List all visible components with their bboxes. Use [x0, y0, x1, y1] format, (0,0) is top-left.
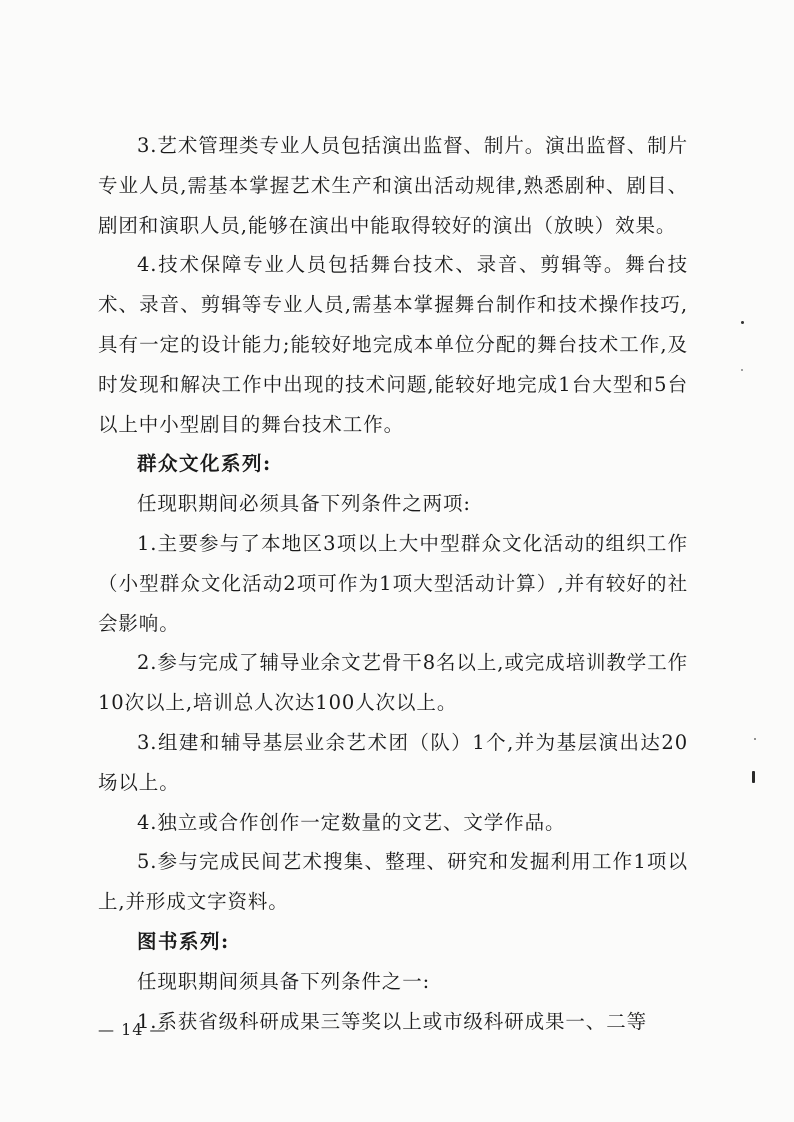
- scan-speck: [754, 738, 756, 740]
- mass-culture-item-2: 2.参与完成了辅导业余文艺骨干8名以上,或完成培训教学工作10次以上,培训总人次达100人次以上。: [98, 651, 688, 715]
- mass-culture-item-1: 1.主要参与了本地区3项以上大中型群众文化活动的组织工作（小型群众文化活动2项可作为1项大型活动计算）,并有较好的社会影响。: [98, 531, 688, 635]
- mass-culture-intro: 任现职期间必须具备下列条件之两项:: [137, 492, 471, 516]
- mass-culture-item-5: 5.参与完成民间艺术搜集、整理、研究和发掘利用工作1项以上,并形成文字资料。: [98, 850, 688, 914]
- mass-culture-item-3: 3.组建和辅导基层业余艺术团（队）1个,并为基层演出达20场以上。: [98, 730, 688, 794]
- scan-speck: [741, 369, 743, 371]
- scan-speck: [741, 321, 744, 324]
- technical-support-paragraph: 4.技术保障专业人员包括舞台技术、录音、剪辑等。舞台技术、录音、剪辑等专业人员,需基本掌握舞台制作和技术操作技巧,具有一定的设计能力;能较好地完成本单位分配的舞台技术工作,及时发现和解决工作中出现的技术问题,能较好地完成1台大型和5台以上中小型剧目的舞台技术工作。: [98, 253, 688, 436]
- body-text: [98, 126, 688, 1041]
- art-management-paragraph: 3.艺术管理类专业人员包括演出监督、制片。演出监督、制片专业人员,需基本掌握艺术生产和演出活动规律,熟悉剧种、剧目、剧团和演职人员,能够在演出中能取得较好的演出（放映）效果。: [98, 134, 688, 237]
- library-heading: 图书系列:: [137, 929, 230, 953]
- library-item-1: 1.系获省级科研成果三等奖以上或市级科研成果一、二等: [137, 1009, 648, 1033]
- library-intro: 任现职期间须具备下列条件之一:: [137, 969, 431, 993]
- mass-culture-item-4: 4.独立或合作创作一定数量的文艺、文学作品。: [137, 810, 566, 834]
- mass-culture-heading: 群众文化系列:: [137, 452, 272, 476]
- scan-speck: [752, 771, 755, 783]
- page-number: — 14 —: [98, 1020, 167, 1039]
